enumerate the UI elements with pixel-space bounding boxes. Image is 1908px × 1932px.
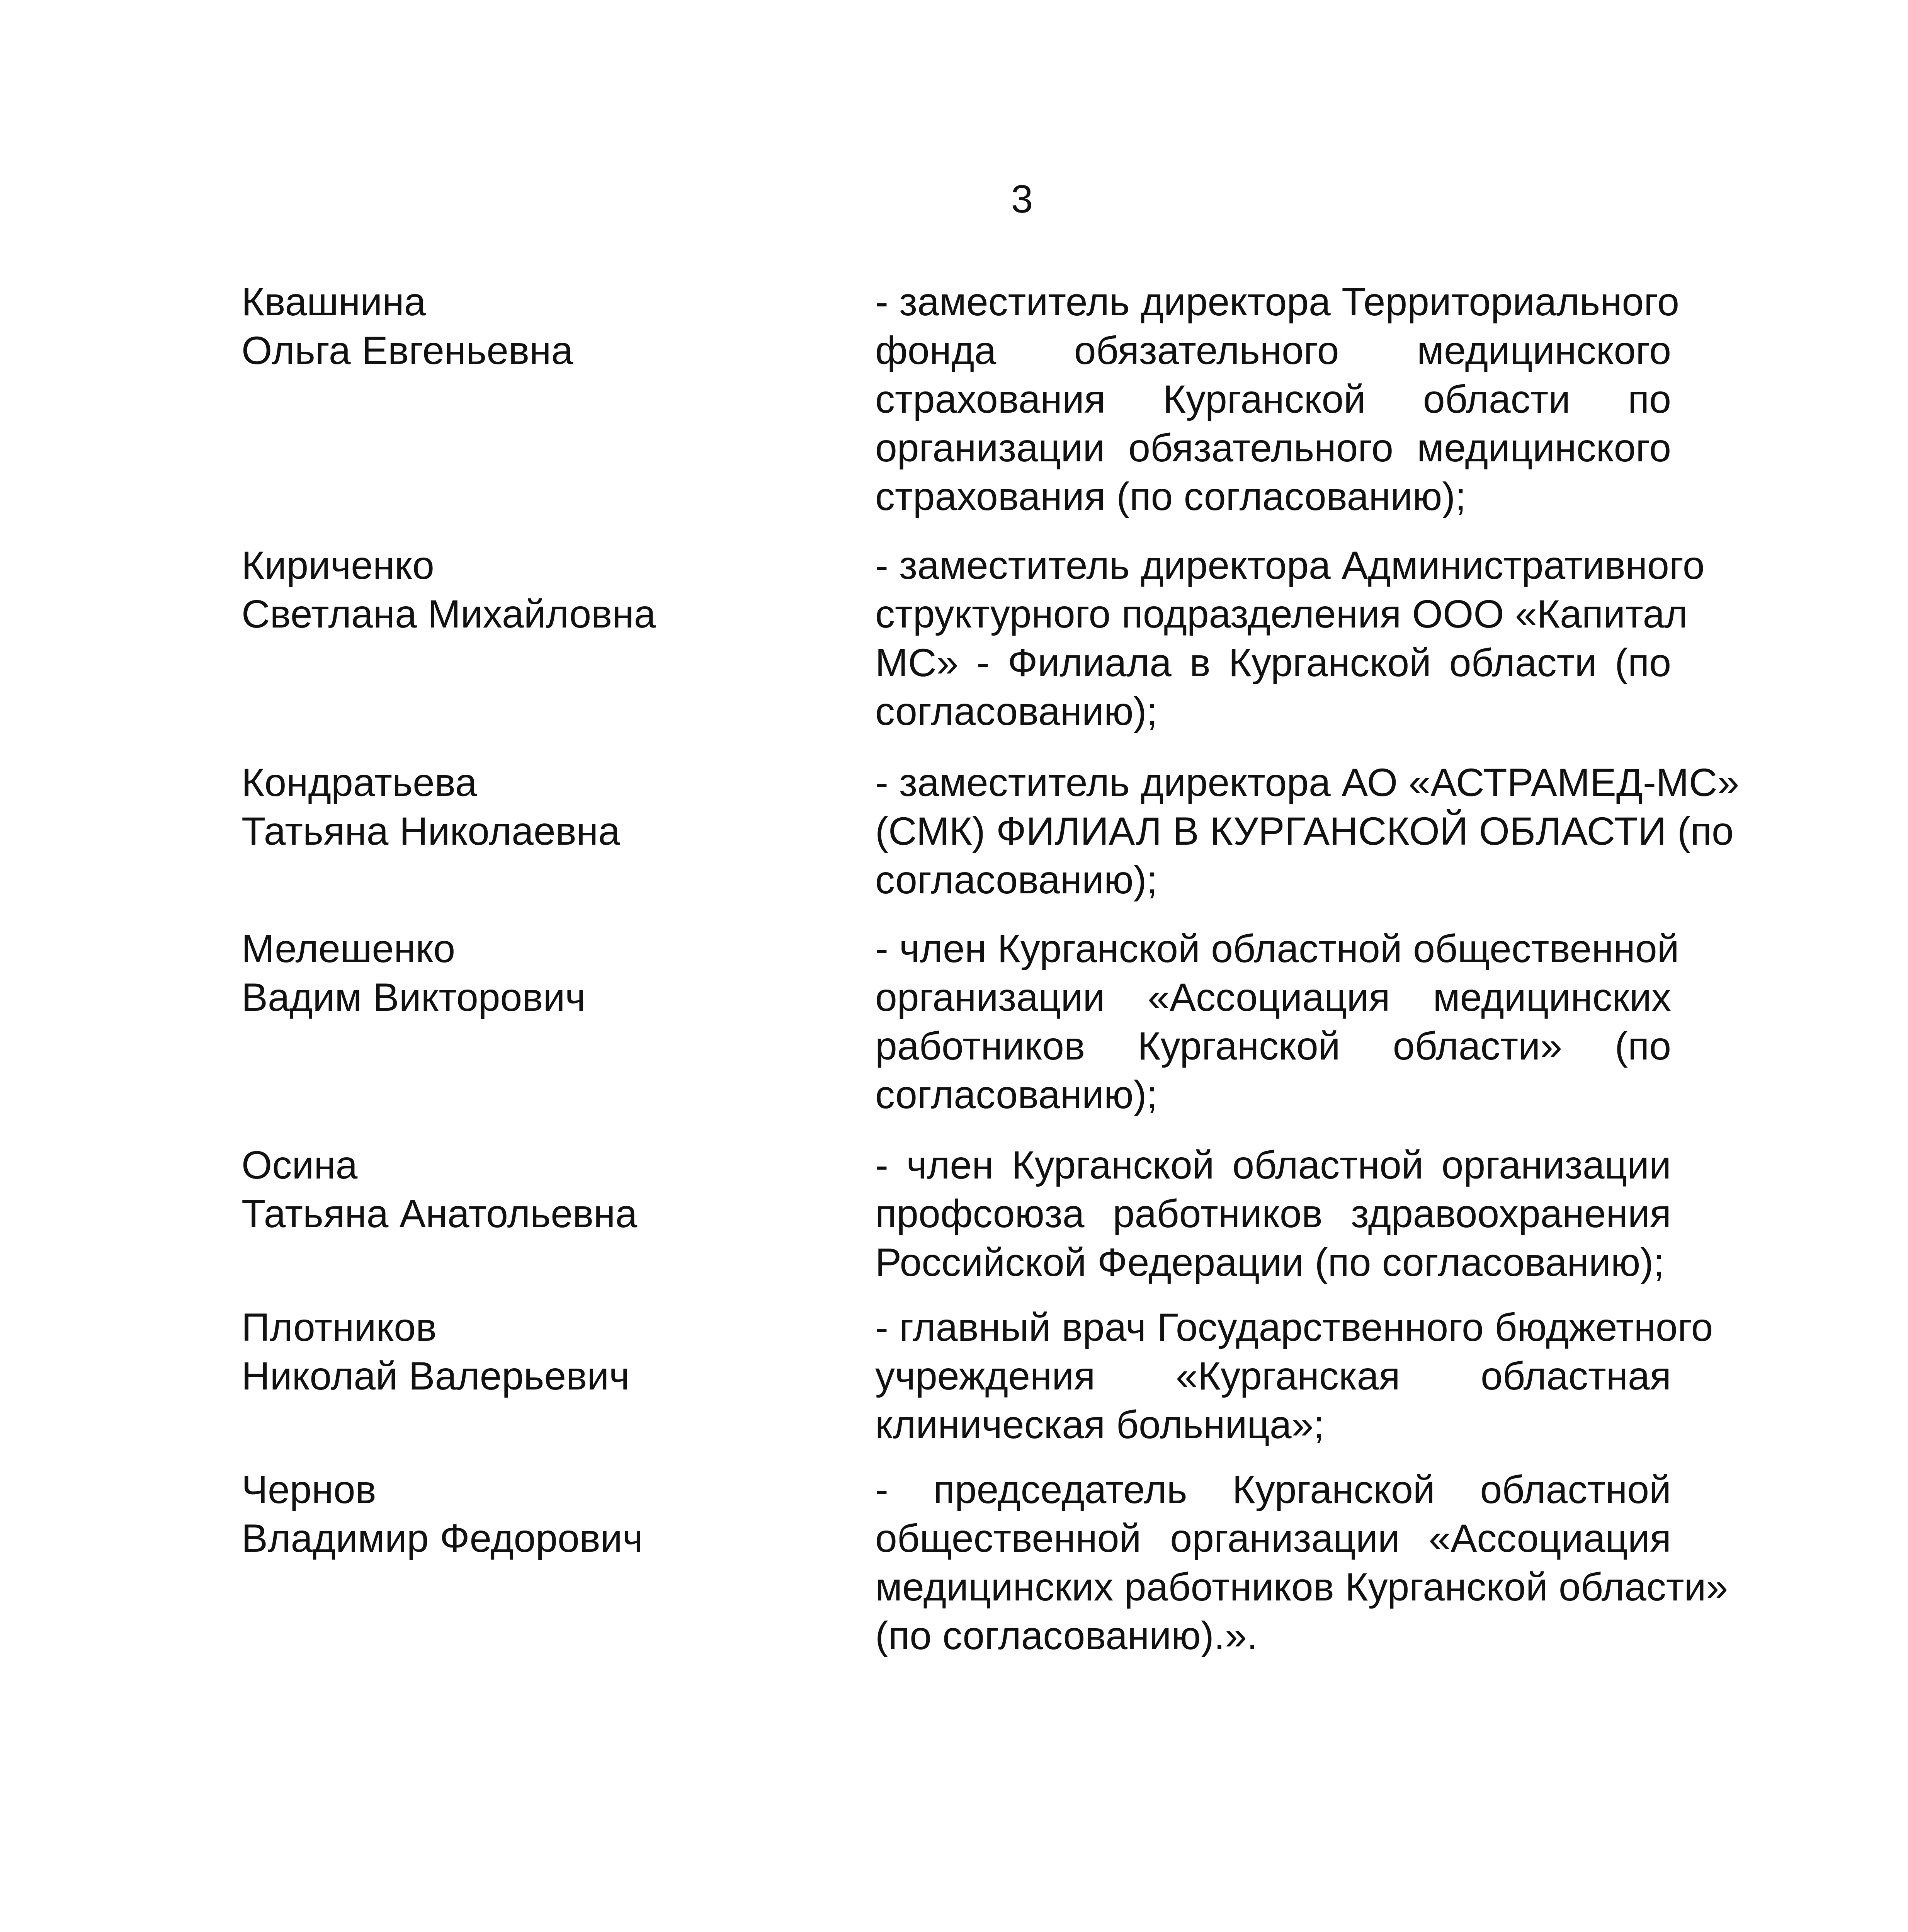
position-line: - председатель Курганской областной — [875, 1468, 1671, 1512]
member-name — [241, 277, 840, 375]
member-given-names: Татьяна Николаевна — [241, 809, 620, 853]
position-line: общественной организации «Ассоциация — [875, 1516, 1671, 1560]
page-number: 3 — [1011, 177, 1033, 221]
position-line: страхования Курганской области по — [875, 377, 1671, 421]
position-line: страхования (по согласованию); — [875, 474, 1466, 519]
position-line: согласованию); — [875, 1073, 1158, 1117]
position-line: - заместитель директора Территориального — [875, 280, 1679, 324]
member-position — [875, 277, 1679, 521]
position-line: - заместитель директора АО «АСТРАМЕД-МС» — [875, 760, 1740, 804]
position-line: (по согласованию).». — [875, 1614, 1258, 1658]
position-line: Российской Федерации (по согласованию); — [875, 1240, 1665, 1284]
position-line: организации обязательного медицинского — [875, 426, 1671, 470]
position-line: - главный врач Государственного бюджетного — [875, 1305, 1713, 1349]
member-entry — [241, 1465, 1826, 1666]
member-surname: Кондратьева — [241, 760, 477, 804]
member-position — [875, 1141, 1671, 1287]
member-name — [241, 1141, 840, 1238]
member-entry — [241, 1303, 1826, 1465]
member-position — [875, 1303, 1713, 1449]
member-entry — [241, 541, 1826, 758]
member-surname: Мелешенко — [241, 927, 456, 971]
member-surname: Чернов — [241, 1468, 376, 1512]
position-line: - заместитель директора Административного — [875, 543, 1705, 587]
member-position — [875, 924, 1679, 1119]
members-list — [241, 277, 1826, 1666]
member-given-names: Вадим Викторович — [241, 975, 586, 1019]
member-surname: Осина — [241, 1143, 358, 1187]
position-line: работников Курганской области» (по — [875, 1024, 1671, 1068]
member-given-names: Татьяна Анатольевна — [241, 1192, 638, 1236]
position-line: организации «Ассоциация медицинских — [875, 975, 1671, 1019]
member-position — [875, 1465, 1728, 1660]
member-surname: Кириченко — [241, 543, 434, 587]
member-entry — [241, 924, 1826, 1141]
position-line: клиническая больница»; — [875, 1403, 1325, 1447]
position-line: учреждения «Курганская областная — [875, 1354, 1671, 1398]
position-line: согласованию); — [875, 858, 1158, 902]
position-line: фонда обязательного медицинского — [875, 328, 1671, 372]
member-surname: Плотников — [241, 1305, 437, 1349]
position-line: структурного подразделения ООО «Капитал — [875, 592, 1688, 636]
position-line: МС» - Филиала в Курганской области (по — [875, 641, 1671, 685]
position-line: медицинских работников Курганской области» — [875, 1565, 1728, 1609]
position-line: (СМК) ФИЛИАЛ В КУРГАНСКОЙ ОБЛАСТИ (по — [875, 809, 1734, 853]
member-position — [875, 541, 1705, 736]
member-given-names: Светлана Михайловна — [241, 592, 656, 636]
member-given-names: Николай Валерьевич — [241, 1354, 630, 1398]
member-entry — [241, 758, 1826, 924]
member-name — [241, 1303, 840, 1400]
member-given-names: Ольга Евгеньевна — [241, 328, 573, 372]
member-name — [241, 1465, 840, 1563]
member-surname: Квашнина — [241, 280, 426, 324]
position-line: - член Курганской областной общественной — [875, 927, 1679, 971]
position-line: согласованию); — [875, 689, 1158, 733]
member-position — [875, 758, 1740, 904]
member-entry — [241, 1141, 1826, 1303]
member-name — [241, 541, 840, 638]
member-given-names: Владимир Федорович — [241, 1516, 643, 1560]
member-name — [241, 924, 840, 1022]
member-name — [241, 758, 840, 855]
position-line: - член Курганской областной организации — [875, 1143, 1671, 1187]
position-line: профсоюза работников здравоохранения — [875, 1192, 1671, 1236]
member-entry — [241, 277, 1826, 541]
